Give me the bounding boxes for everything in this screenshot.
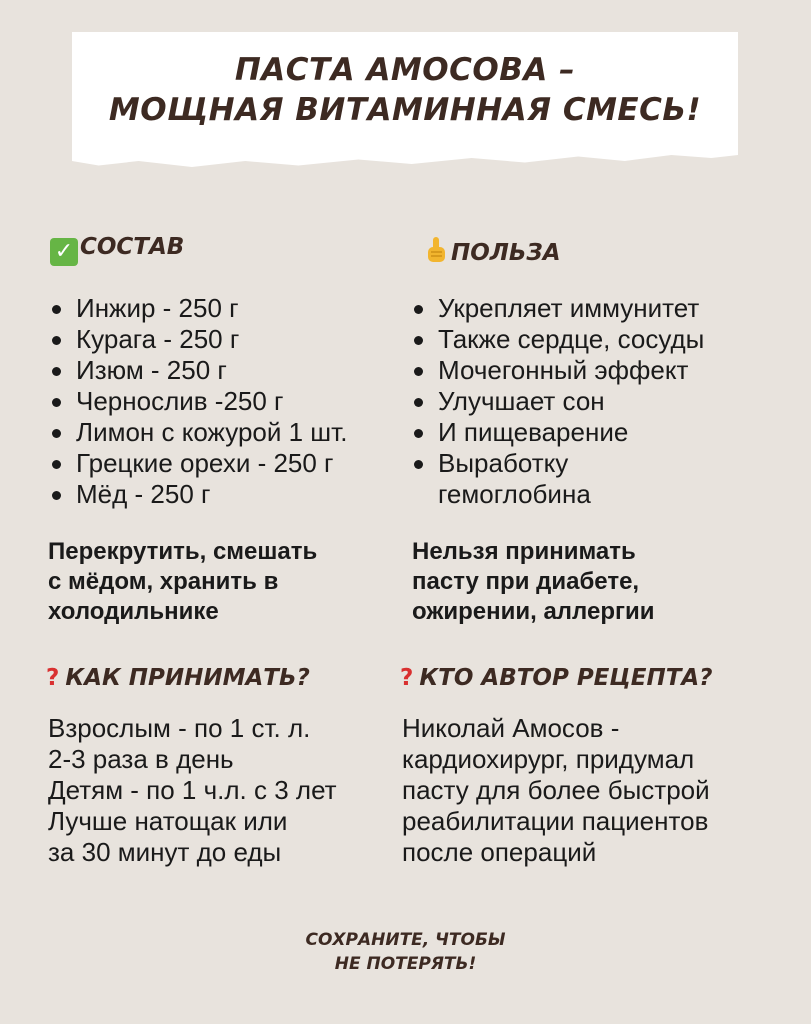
bullet-icon (52, 429, 61, 438)
list-item-text: Укрепляет иммунитет (438, 293, 700, 323)
list-item (410, 448, 704, 479)
author-line: реабилитации пациентов (402, 806, 709, 836)
instruction-line: с мёдом, хранить в (48, 568, 279, 595)
author-line: Николай Амосов - (402, 713, 620, 743)
how-to-take-title: КАК ПРИНИМАТЬ? (65, 665, 310, 691)
composition-list (48, 293, 347, 510)
list-item-text: Лимон с кожурой 1 шт. (76, 417, 348, 447)
page-title (72, 50, 738, 130)
warning-line: пасту при диабете, (412, 568, 640, 595)
benefits-title: ПОЛЬЗА (451, 240, 561, 266)
list-item (48, 417, 347, 448)
question-mark-icon: ? (46, 665, 60, 691)
page-title-line-1: ПАСТА АМОСОВА – (234, 52, 576, 88)
save-reminder-line-2: НЕ ПОТЕРЯТЬ! (334, 954, 477, 974)
bullet-icon (52, 336, 61, 345)
warning-line: ожирении, аллергии (412, 598, 655, 625)
list-item (410, 417, 704, 448)
list-item-text: Грецкие орехи - 250 г (76, 448, 334, 478)
list-item-text: Инжир - 250 г (76, 293, 239, 323)
dosage-line: Взрослым - по 1 ст. л. (48, 713, 311, 743)
bullet-icon (52, 367, 61, 376)
list-item-text: Чернослив -250 г (76, 386, 284, 416)
composition-heading (50, 232, 184, 266)
list-item-continuation (410, 479, 704, 510)
question-mark-icon: ? (400, 665, 414, 691)
dosage-line: Детям - по 1 ч.л. с 3 лет (48, 775, 337, 805)
list-item-text: Изюм - 250 г (76, 355, 227, 385)
list-item-text: Выработку (438, 448, 569, 478)
list-item-text: Улучшает сон (438, 386, 605, 416)
composition-title: СОСТАВ (80, 234, 185, 260)
list-item-text: И пищеварение (438, 417, 629, 447)
author-title: КТО АВТОР РЕЦЕПТА? (419, 665, 713, 691)
preparation-instructions (48, 537, 317, 627)
save-reminder (0, 928, 811, 976)
bullet-icon (414, 429, 423, 438)
instruction-line: Перекрутить, смешать (48, 538, 318, 565)
how-to-take-heading (46, 663, 310, 693)
check-mark-icon: ✓ (50, 238, 78, 266)
list-item (48, 386, 347, 417)
author-line: после операций (402, 837, 597, 867)
bullet-icon (52, 460, 61, 469)
list-item-text: Также сердце, сосуды (438, 324, 705, 354)
dosage-line: 2-3 раза в день (48, 744, 234, 774)
dosage-line: за 30 минут до еды (48, 837, 282, 867)
list-item (48, 448, 347, 479)
list-item (410, 293, 704, 324)
bullet-icon (414, 336, 423, 345)
author-line: кардиохирург, придумал (402, 744, 695, 774)
list-item-text: Мочегонный эффект (438, 355, 689, 385)
list-item (48, 355, 347, 386)
dosage-line: Лучше натощак или (48, 806, 288, 836)
list-item (48, 324, 347, 355)
instruction-line: холодильнике (48, 598, 219, 625)
author-heading (400, 663, 713, 693)
bullet-icon (52, 398, 61, 407)
pointing-finger-icon (425, 236, 447, 264)
contraindications (412, 537, 655, 627)
benefits-list (410, 293, 704, 510)
page-title-line-2: МОЩНАЯ ВИТАМИННАЯ СМЕСЬ! (108, 92, 702, 128)
bullet-icon (414, 398, 423, 407)
list-item-text: Мёд - 250 г (76, 479, 211, 509)
list-item-text: Курага - 250 г (76, 324, 240, 354)
list-item (410, 386, 704, 417)
author-text (402, 713, 710, 868)
bullet-icon (414, 305, 423, 314)
list-item (410, 324, 704, 355)
dosage-text (48, 713, 337, 868)
bullet-icon (414, 460, 423, 469)
bullet-icon (52, 305, 61, 314)
list-item (48, 293, 347, 324)
save-reminder-line-1: СОХРАНИТЕ, ЧТОБЫ (305, 930, 506, 950)
benefits-heading (425, 236, 561, 268)
warning-line: Нельзя принимать (412, 538, 636, 565)
list-item (410, 355, 704, 386)
bullet-icon (52, 491, 61, 500)
list-item-text: гемоглобина (438, 479, 591, 509)
author-line: пасту для более быстрой (402, 775, 710, 805)
list-item (48, 479, 347, 510)
bullet-icon (414, 367, 423, 376)
